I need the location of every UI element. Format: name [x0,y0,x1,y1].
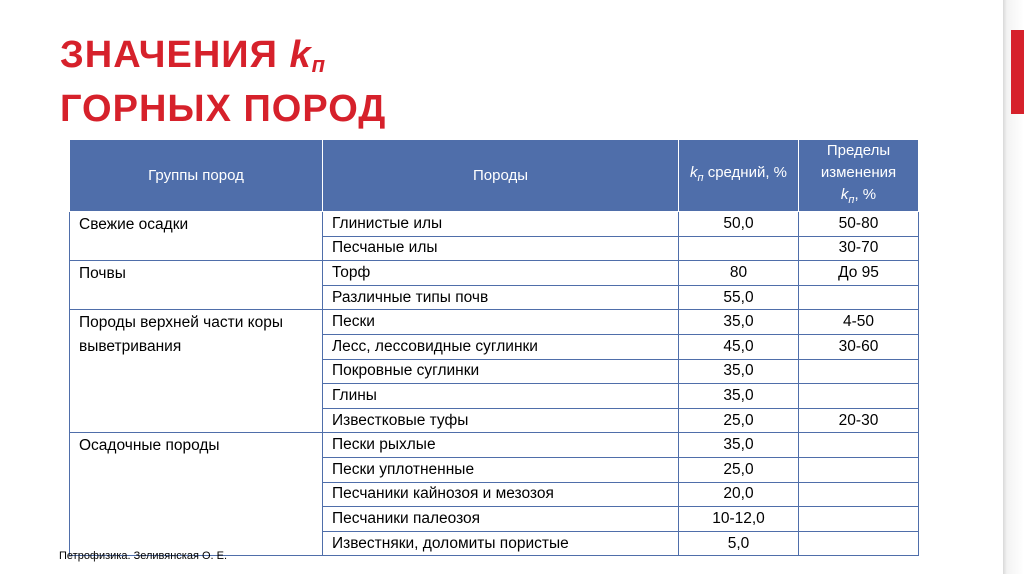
title-prefix: ЗНАЧЕНИЯ [60,34,290,76]
rock-name-cell: Пески рыхлые [323,433,679,458]
porosity-range-cell [799,359,919,384]
avg-porosity-cell: 35,0 [679,310,799,335]
avg-porosity-cell: 80 [679,261,799,286]
rock-group-cell: Осадочные породы [70,433,323,556]
rock-name-cell: Торф [323,261,679,286]
avg-porosity-cell: 5,0 [679,531,799,556]
rock-name-cell: Покровные суглинки [323,359,679,384]
porosity-range-cell: До 95 [799,261,919,286]
rock-name-cell: Пески [323,310,679,335]
table-row [70,310,919,335]
porosity-range-cell [799,285,919,310]
table-row [70,261,919,286]
rock-name-cell: Известняки, доломиты пористые [323,531,679,556]
porosity-range-cell [799,457,919,482]
avg-porosity-cell: 35,0 [679,433,799,458]
rock-group-cell: Почвы [70,261,323,310]
table-header-row [70,140,919,212]
avg-porosity-cell: 35,0 [679,384,799,409]
avg-porosity-cell: 35,0 [679,359,799,384]
porosity-range-cell: 30-60 [799,334,919,359]
table-body [70,212,919,556]
porosity-range-cell: 50-80 [799,212,919,237]
porosity-range-cell: 30-70 [799,236,919,261]
rock-name-cell: Пески уплотненные [323,457,679,482]
header-avg: $k_п$ средний, % [679,140,799,212]
avg-porosity-cell: 55,0 [679,285,799,310]
footer-credit: Петрофизика. Зеливянская О. Е. [59,550,228,562]
accent-bar [1011,30,1024,114]
header-group: Группы пород [70,140,323,212]
slide-title [60,33,386,131]
porosity-range-cell [799,507,919,532]
avg-porosity-cell: 50,0 [679,212,799,237]
table-row [70,433,919,458]
table-row [70,212,919,237]
porosity-range-cell [799,433,919,458]
rock-name-cell: Песчаные илы [323,236,679,261]
rock-group-cell: Свежие осадки [70,212,323,261]
porosity-range-cell [799,384,919,409]
header-range: Пределы изменения $k_п$, % [799,140,919,212]
porosity-table [69,139,919,556]
avg-porosity-cell: 25,0 [679,408,799,433]
title-line2: ГОРНЫХ ПОРОД [60,88,387,130]
rock-name-cell: Песчаники палеозоя [323,507,679,532]
title-k-symbol: $k_п$ [289,34,327,77]
rock-name-cell: Лесс, лессовидные суглинки [323,334,679,359]
avg-porosity-cell [679,236,799,261]
rock-name-cell: Песчаники кайнозоя и мезозоя [323,482,679,507]
avg-porosity-cell: 10-12,0 [679,507,799,532]
rock-name-cell: Глины [323,384,679,409]
rock-name-cell: Известковые туфы [323,408,679,433]
rock-name-cell: Глинистые илы [323,212,679,237]
porosity-range-cell: 4-50 [799,310,919,335]
rock-group-cell: Породы верхней части коры выветривания [70,310,323,433]
avg-porosity-cell: 25,0 [679,457,799,482]
avg-porosity-cell: 45,0 [679,334,799,359]
rock-name-cell: Различные типы почв [323,285,679,310]
avg-porosity-cell: 20,0 [679,482,799,507]
porosity-range-cell [799,531,919,556]
porosity-range-cell [799,482,919,507]
header-rock: Породы [323,140,679,212]
porosity-range-cell: 20-30 [799,408,919,433]
